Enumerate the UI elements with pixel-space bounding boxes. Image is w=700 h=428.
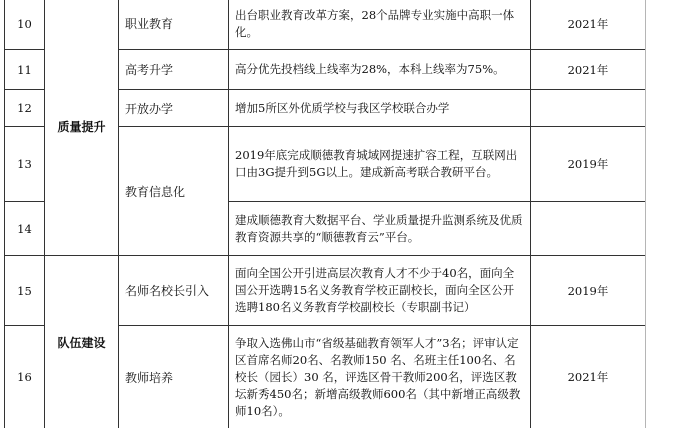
item-content: 高分优先投档线上线率为28%，本科上线率为75%。 — [229, 50, 531, 90]
item-name: 教育信息化 — [119, 127, 229, 256]
item-name: 开放办学 — [119, 90, 229, 127]
item-year: 2021年 — [531, 0, 646, 50]
page-edge-divider — [645, 0, 646, 428]
row-number: 10 — [5, 0, 45, 50]
item-content: 争取入选佛山市“省级基础教育领军人才”3名；评审认定区首席名师20名、名教师150 名、名班主任100名、名校长（园长）30 名，评选区骨干教师200名，评选区教坛新秀450名；新增高级教师600名（其中新增正高级教师10名）。 — [229, 326, 531, 428]
row-number: 12 — [5, 90, 45, 127]
item-name: 职业教育 — [119, 0, 229, 50]
item-content: 面向全国公开引进高层次教育人才不少于40名，面向全国公开选聘15名义务教育学校正副校长，面向全区公开选聘180名义务教育学校副校长（专职副书记） — [229, 256, 531, 326]
row-number: 14 — [5, 202, 45, 256]
row-number: 13 — [5, 127, 45, 202]
row-number: 11 — [5, 50, 45, 90]
row-number: 15 — [5, 256, 45, 326]
item-year: 2019年 — [531, 127, 646, 202]
item-year: 2021年 — [531, 326, 646, 428]
item-year — [531, 90, 646, 127]
item-year: 2021年 — [531, 50, 646, 90]
item-name: 名师名校长引入 — [119, 256, 229, 326]
item-year: 2019年 — [531, 256, 646, 326]
plan-table — [4, 0, 646, 428]
item-content: 出台职业教育改革方案，28个品牌专业实施中高职一体化。 — [229, 0, 531, 50]
table-row — [5, 256, 646, 326]
table-row — [5, 0, 646, 50]
item-name: 教师培养 — [119, 326, 229, 428]
item-content: 建成顺德教育大数据平台、学业质量提升监测系统及优质教育资源共享的“顺德教育云”平台。 — [229, 202, 531, 256]
item-year — [531, 202, 646, 256]
category-team: 队伍建设 — [45, 256, 119, 428]
row-number: 16 — [5, 326, 45, 428]
item-content: 2019年底完成顺德教育城域网提速扩容工程，互联网出口由3G提升到5G以上。建成新高考联合教研平台。 — [229, 127, 531, 202]
item-content: 增加5所区外优质学校与我区学校联合办学 — [229, 90, 531, 127]
item-name: 高考升学 — [119, 50, 229, 90]
category-quality: 质量提升 — [45, 0, 119, 256]
